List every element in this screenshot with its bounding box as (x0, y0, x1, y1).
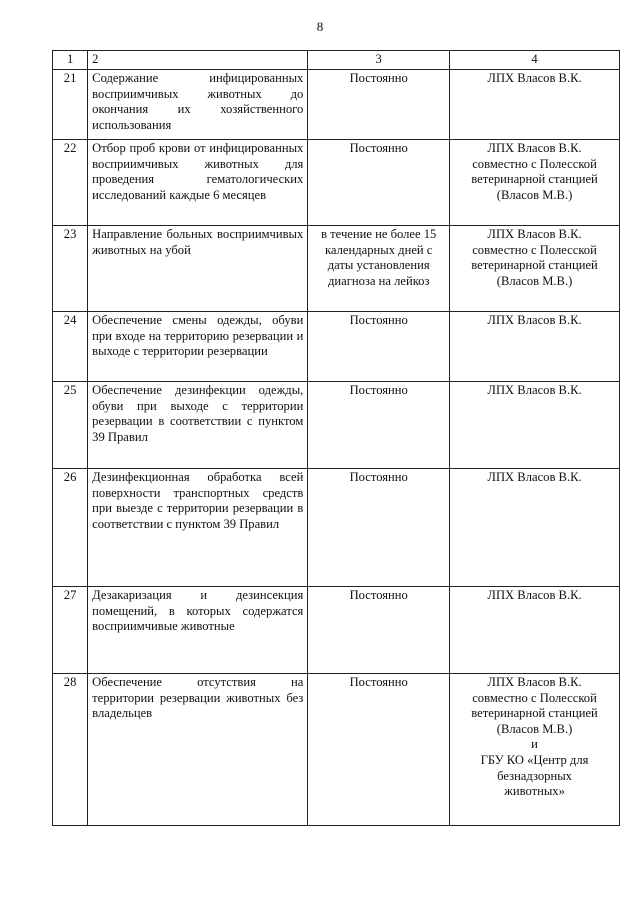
row-activity: Обеспечение дезинфекции одежды, обуви при выходе с территории резервации в соответствии с пунктом 39 Правил (88, 382, 308, 469)
row-activity: Обеспечение смены одежды, обуви при входе на территорию резервации и выходе с территории резервации (88, 312, 308, 382)
responsible-line: совместно с Полесской (472, 690, 597, 705)
responsible-line: ветеринарной станцией (471, 172, 598, 187)
row-responsible (450, 140, 620, 226)
page-number: 8 (316, 19, 324, 34)
responsible-line: ГБУ КО «Центр для (480, 752, 589, 767)
responsible-line: (Власов М.В.) (496, 273, 573, 288)
row-number: 22 (53, 140, 88, 226)
row-number: 24 (53, 312, 88, 382)
table-header-row (53, 51, 620, 70)
responsible-line: ЛПХ Власов В.К. (487, 313, 582, 327)
row-term: Постоянно (308, 469, 450, 587)
table-row (53, 70, 620, 140)
responsible-line: животных» (504, 784, 565, 799)
row-activity: Отбор проб крови от инфицированных восприимчивых животных для проведения гематологических исследований каждые 6 месяцев (88, 140, 308, 226)
row-term: Постоянно (308, 312, 450, 382)
measures-table (52, 50, 620, 826)
column-header-number: 1 (53, 51, 88, 70)
responsible-line: ЛПХ Власов В.К. (487, 588, 582, 602)
row-responsible (450, 587, 620, 674)
row-activity: Дезакаризация и дезинсекция помещений, в которых содержатся восприимчивые животные (88, 587, 308, 674)
row-responsible (450, 469, 620, 587)
row-term: Постоянно (308, 70, 450, 140)
row-responsible (450, 674, 620, 826)
row-term: Постоянно (308, 382, 450, 469)
responsible-line: ЛПХ Власов В.К. (487, 675, 582, 689)
row-number: 25 (53, 382, 88, 469)
row-responsible (450, 226, 620, 312)
table-row (53, 587, 620, 674)
row-number: 21 (53, 70, 88, 140)
responsible-line: совместно с Полесской (472, 156, 597, 171)
row-term: Постоянно (308, 140, 450, 226)
responsible-line: (Власов М.В.) (496, 721, 573, 736)
row-responsible (450, 312, 620, 382)
table-row (53, 226, 620, 312)
table-row (53, 312, 620, 382)
row-number: 23 (53, 226, 88, 312)
responsible-line: ветеринарной станцией (471, 706, 598, 721)
responsible-line: безнадзорных (497, 768, 572, 783)
responsible-line: ЛПХ Власов В.К. (487, 383, 582, 397)
column-header-activity: 2 (88, 51, 308, 70)
row-term: Постоянно (308, 587, 450, 674)
row-number: 28 (53, 674, 88, 826)
responsible-line: ЛПХ Власов В.К. (487, 227, 582, 241)
column-header-responsible: 4 (450, 51, 620, 70)
responsible-line: (Власов М.В.) (496, 187, 573, 202)
row-activity: Обеспечение отсутствия на территории резервации животных без владельцев (88, 674, 308, 826)
row-responsible (450, 70, 620, 140)
row-term: в течение не более 15 календарных дней с даты установления диагноза на лейкоз (308, 226, 450, 312)
row-number: 27 (53, 587, 88, 674)
table-row (53, 469, 620, 587)
responsible-line: ЛПХ Власов В.К. (487, 470, 582, 484)
table-row (53, 382, 620, 469)
row-responsible (450, 382, 620, 469)
row-activity: Содержание инфицированных восприимчивых животных до окончания их хозяйственного использования (88, 70, 308, 140)
table-row (53, 140, 620, 226)
responsible-line: совместно с Полесской (472, 242, 597, 257)
table-row (53, 674, 620, 826)
column-header-term: 3 (308, 51, 450, 70)
responsible-line: ветеринарной станцией (471, 258, 598, 273)
responsible-line: ЛПХ Власов В.К. (487, 71, 582, 85)
row-number: 26 (53, 469, 88, 587)
responsible-line: ЛПХ Власов В.К. (487, 141, 582, 155)
row-activity: Направление больных восприимчивых животных на убой (88, 226, 308, 312)
row-activity: Дезинфекционная обработка всей поверхности транспортных средств при выезде с территории резервации в соответствии с пунктом 39 Правил (88, 469, 308, 587)
responsible-line: и (531, 737, 538, 752)
row-term: Постоянно (308, 674, 450, 826)
